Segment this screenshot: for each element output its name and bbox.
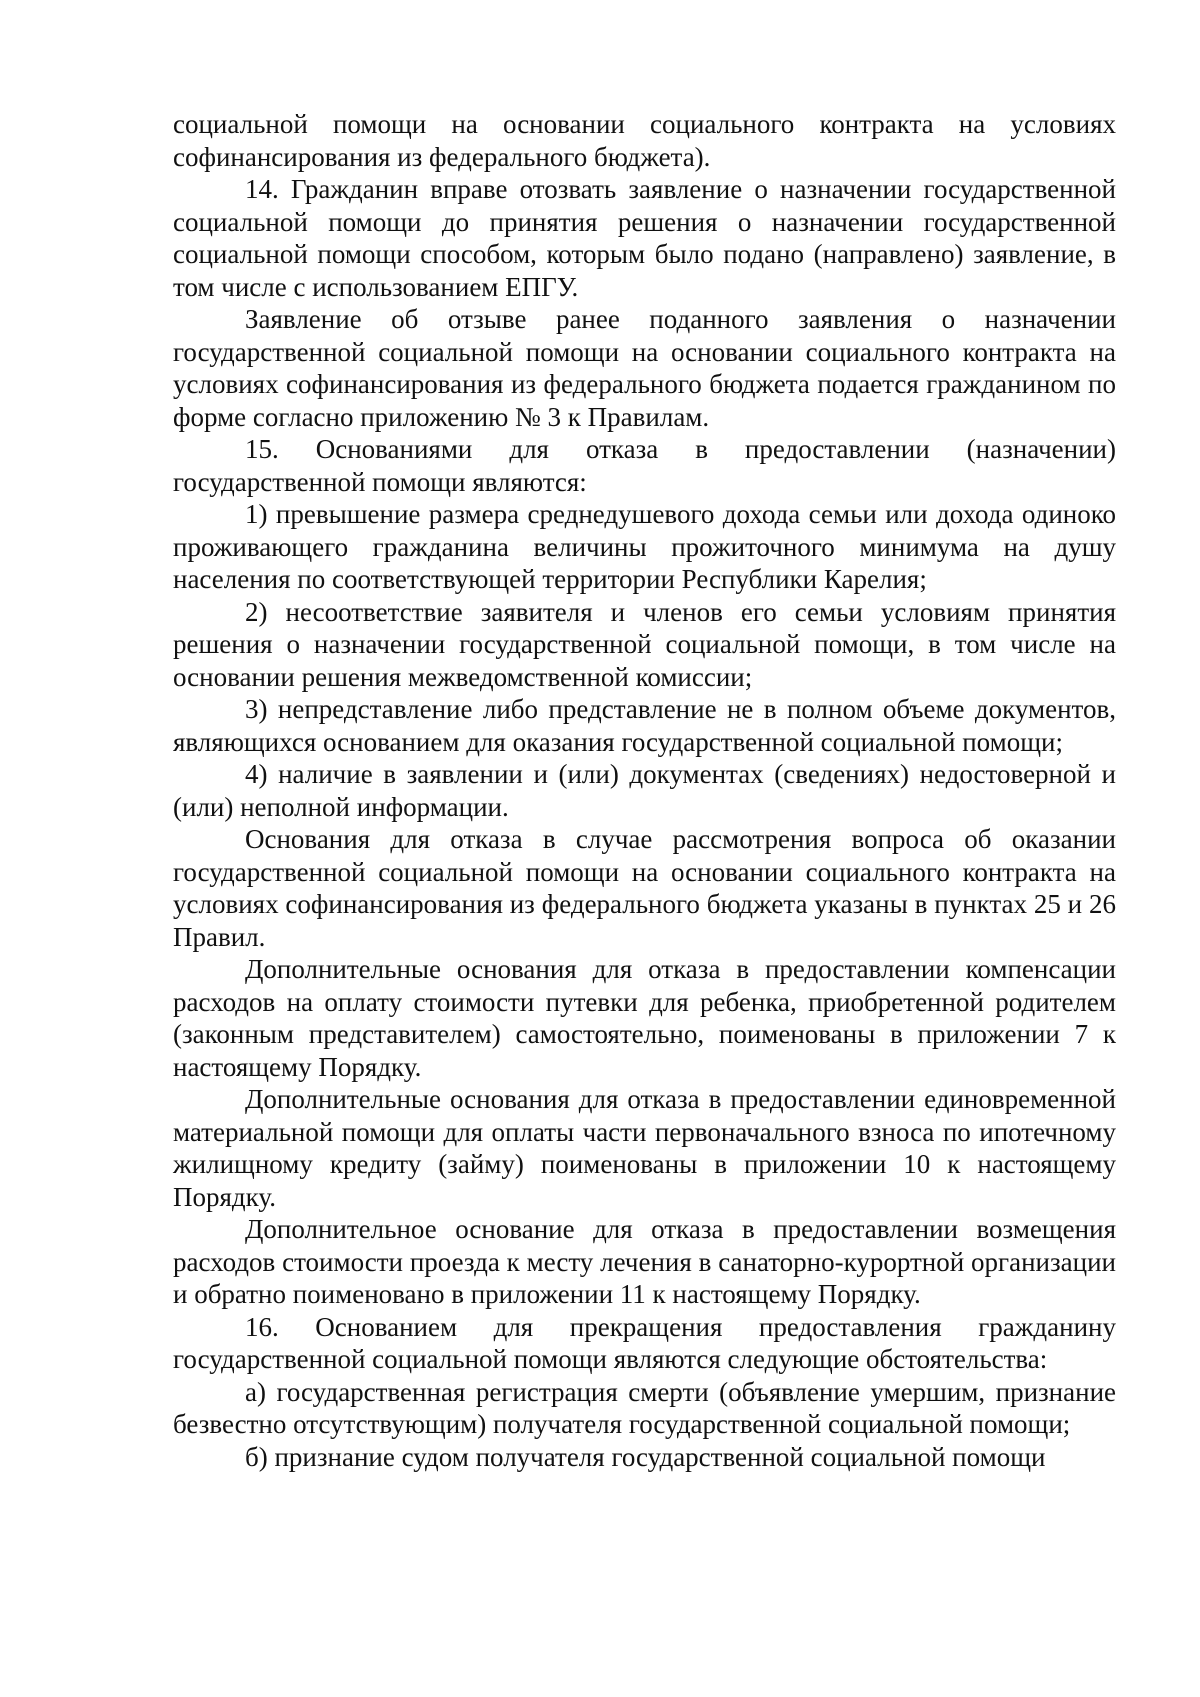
paragraph-additional-grounds-voucher: Дополнительные основания для отказа в предоставлении компенсации расходов на оплату стоимости путевки для ребенка, приобретенной родителем (законным представителем) самостоятельно, поименованы в приложении 7 к настоящему Порядку. xyxy=(173,954,1116,1082)
paragraph-withdrawal-form: Заявление об отзыве ранее поданного заявления о назначении государственной социальной помощи на основании социального контракта на условиях софинансирования из федерального бюджета подается гражданином по форме согласно приложению № 3 к Правилам. xyxy=(173,304,1116,432)
paragraph-item-15: 15. Основаниями для отказа в предоставлении (назначении) государственной помощи являются: xyxy=(173,434,1116,497)
paragraph-subitem-4: 4) наличие в заявлении и (или) документах (сведениях) недостоверной и (или) неполной информации. xyxy=(173,759,1116,822)
paragraph-item-14: 14. Гражданин вправе отозвать заявление о назначении государственной социальной помощи до принятия решения о назначении государственной социальной помощи способом, которым было подано (направлено) заявление, в том числе с использованием ЕПГУ. xyxy=(173,174,1116,302)
paragraph-subitem-1: 1) превышение размера среднедушевого дохода семьи или дохода одиноко проживающего гражданина величины прожиточного минимума на душу населения по соответствующей территории Республики Карелия; xyxy=(173,499,1116,594)
paragraph-item-16: 16. Основанием для прекращения предоставления гражданину государственной социальной помощи являются следующие обстоятельства: xyxy=(173,1311,1116,1374)
paragraph-refusal-grounds-contract: Основания для отказа в случае рассмотрения вопроса об оказании государственной социальной помощи на основании социального контракта на условиях софинансирования из федерального бюджета указаны в пунктах 25 и 26 Правил. xyxy=(173,824,1116,952)
paragraph-continuation: социальной помощи на основании социального контракта на условиях софинансирования из федерального бюджета). xyxy=(173,109,1116,172)
paragraph-additional-ground-travel: Дополнительное основание для отказа в предоставлении возмещения расходов стоимости проезда к месту лечения в санаторно-курортной организации и обратно поименовано в приложении 11 к настоящему Порядку. xyxy=(173,1214,1116,1309)
paragraph-subitem-2: 2) несоответствие заявителя и членов его семьи условиям принятия решения о назначении государственной социальной помощи, в том числе на основании решения межведомственной комиссии; xyxy=(173,596,1116,692)
paragraph-subitem-a: а) государственная регистрация смерти (объявление умершим, признание безвестно отсутствующим) получателя государственной социальной помощи; xyxy=(173,1376,1116,1439)
paragraph-subitem-3: 3) непредставление либо представление не в полном объеме документов, являющихся основанием для оказания государственной социальной помощи; xyxy=(173,694,1116,757)
paragraph-additional-grounds-mortgage: Дополнительные основания для отказа в предоставлении единовременной материальной помощи для оплаты части первоначального взноса по ипотечному жилищному кредиту (займу) поименованы в приложении 10 к настоящему Порядку. xyxy=(173,1084,1116,1212)
paragraph-subitem-b: б) признание судом получателя государственной социальной помощи xyxy=(245,1441,1046,1472)
document-page xyxy=(173,108,1116,1473)
